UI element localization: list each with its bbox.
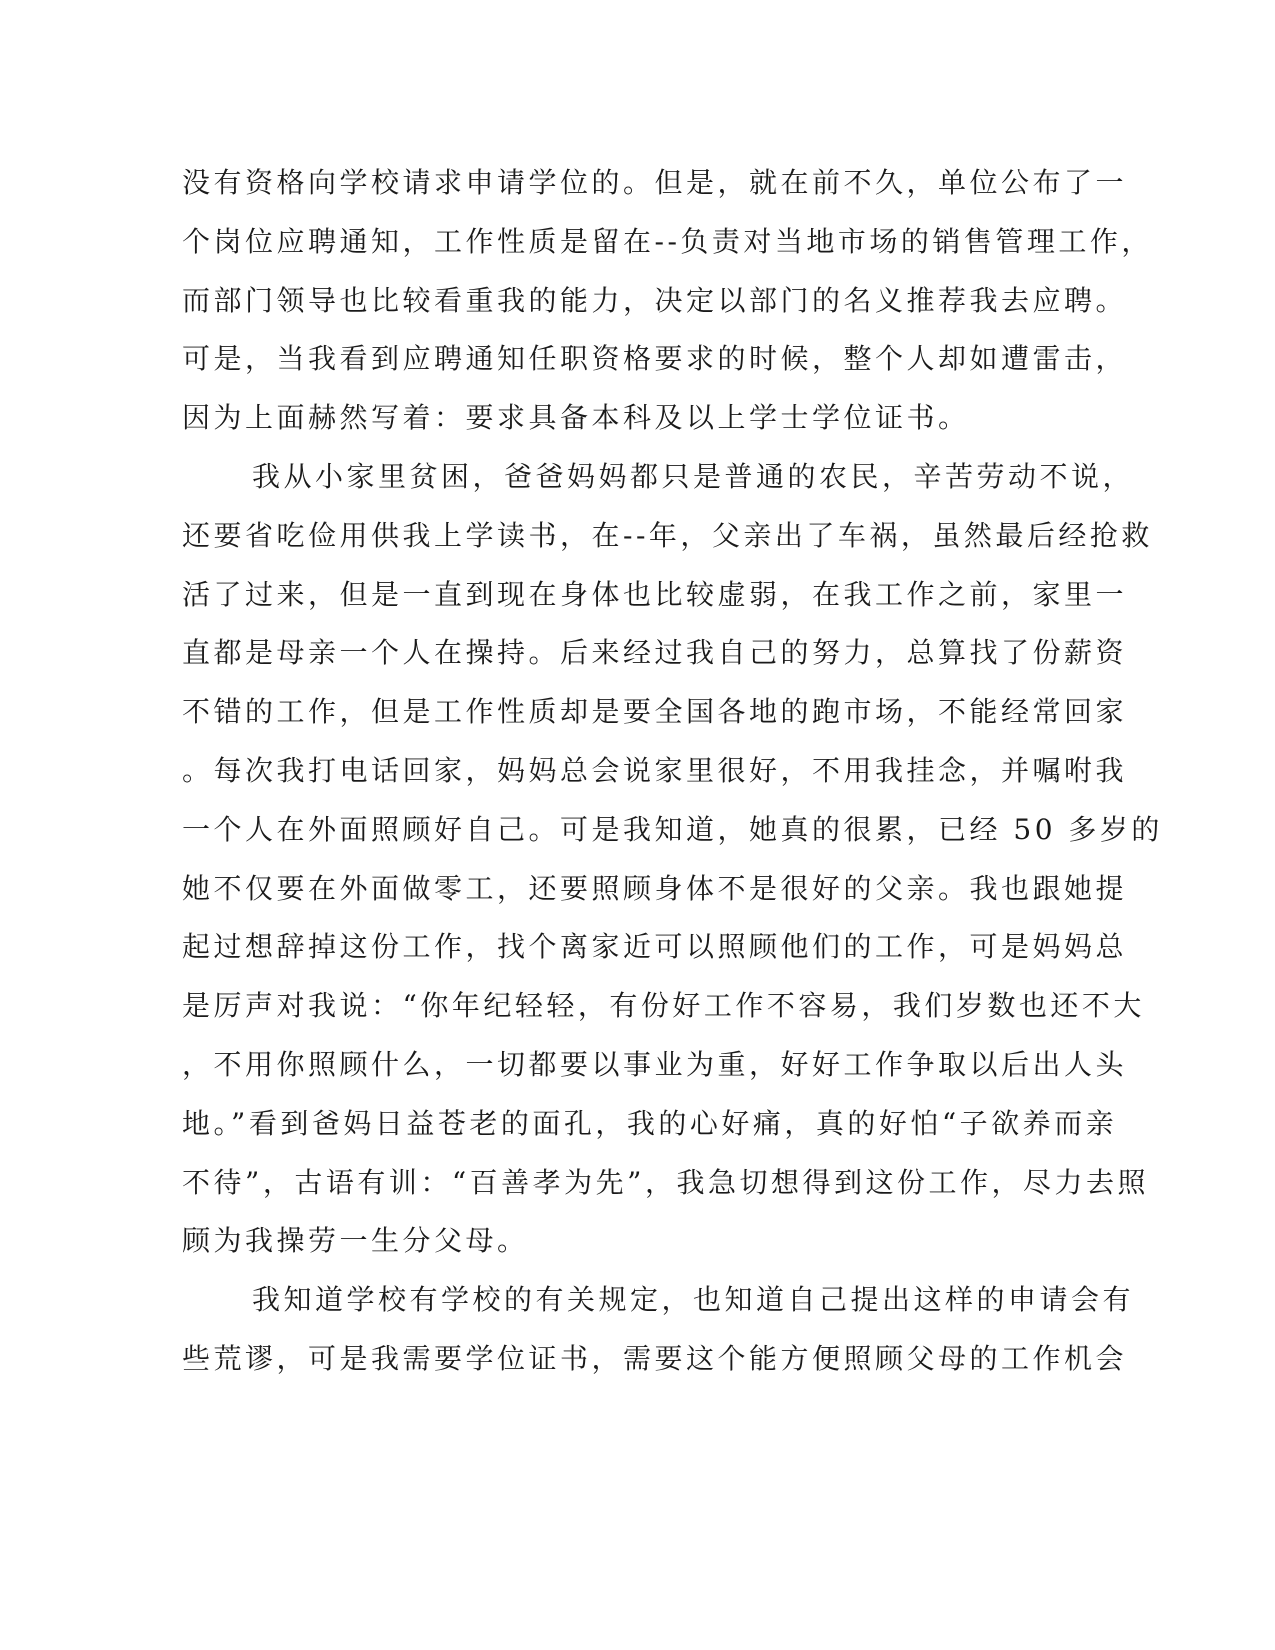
text-line-2: 个岗位应聘通知，工作性质是留在--负责对当地市场的销售管理工作， bbox=[182, 224, 1153, 258]
text-line-20: 我知道学校有学校的有关规定，也知道自己提出这样的申请会有 bbox=[252, 1283, 1135, 1317]
text-line-16: ，不用你照顾什么，一切都要以事业为重，好好工作争取以后出人头 bbox=[182, 1047, 1128, 1081]
text-line-7: 还要省吃俭用供我上学读书，在--年，父亲出了车祸，虽然最后经抢救 bbox=[182, 518, 1153, 552]
text-line-18: 不待”，古语有训：“百善孝为先”，我急切想得到这份工作，尽力去照 bbox=[182, 1165, 1149, 1199]
text-line-12: 一个人在外面照顾好自己。可是我知道，她真的很累，已经 50 多岁的 bbox=[182, 812, 1163, 846]
text-line-19: 顾为我操劳一生分父母。 bbox=[182, 1224, 529, 1258]
text-line-11: 。每次我打电话回家，妈妈总会说家里很好，不用我挂念，并嘱咐我 bbox=[182, 753, 1128, 787]
text-line-21: 些荒谬，可是我需要学位证书，需要这个能方便照顾父母的工作机会 bbox=[182, 1341, 1128, 1375]
text-line-17: 地。”看到爸妈日益苍老的面孔，我的心好痛，真的好怕“子欲养而亲 bbox=[182, 1106, 1118, 1140]
text-line-15: 是厉声对我说：“你年纪轻轻，有份好工作不容易，我们岁数也还不大 bbox=[182, 989, 1145, 1023]
text-line-10: 不错的工作，但是工作性质却是要全国各地的跑市场，不能经常回家 bbox=[182, 695, 1128, 729]
text-line-14: 起过想辞掉这份工作，找个离家近可以照顾他们的工作，可是妈妈总 bbox=[182, 930, 1128, 964]
text-line-8: 活了过来，但是一直到现在身体也比较虚弱，在我工作之前，家里一 bbox=[182, 577, 1128, 611]
text-line-3: 而部门领导也比较看重我的能力，决定以部门的名义推荐我去应聘。 bbox=[182, 283, 1128, 317]
text-line-6: 我从小家里贫困，爸爸妈妈都只是普通的农民，辛苦劳动不说， bbox=[252, 459, 1135, 493]
text-line-1: 没有资格向学校请求申请学位的。但是，就在前不久，单位公布了一 bbox=[182, 166, 1128, 199]
document-body bbox=[182, 154, 1163, 1389]
text-line-9: 直都是母亲一个人在操持。后来经过我自己的努力，总算找了份薪资 bbox=[182, 636, 1128, 670]
text-line-13: 她不仅要在外面做零工，还要照顾身体不是很好的父亲。我也跟她提 bbox=[182, 871, 1128, 905]
text-line-4: 可是，当我看到应聘通知任职资格要求的时候，整个人却如遭雷击， bbox=[182, 342, 1128, 376]
text-line-5: 因为上面赫然写着：要求具备本科及以上学士学位证书。 bbox=[182, 401, 970, 435]
